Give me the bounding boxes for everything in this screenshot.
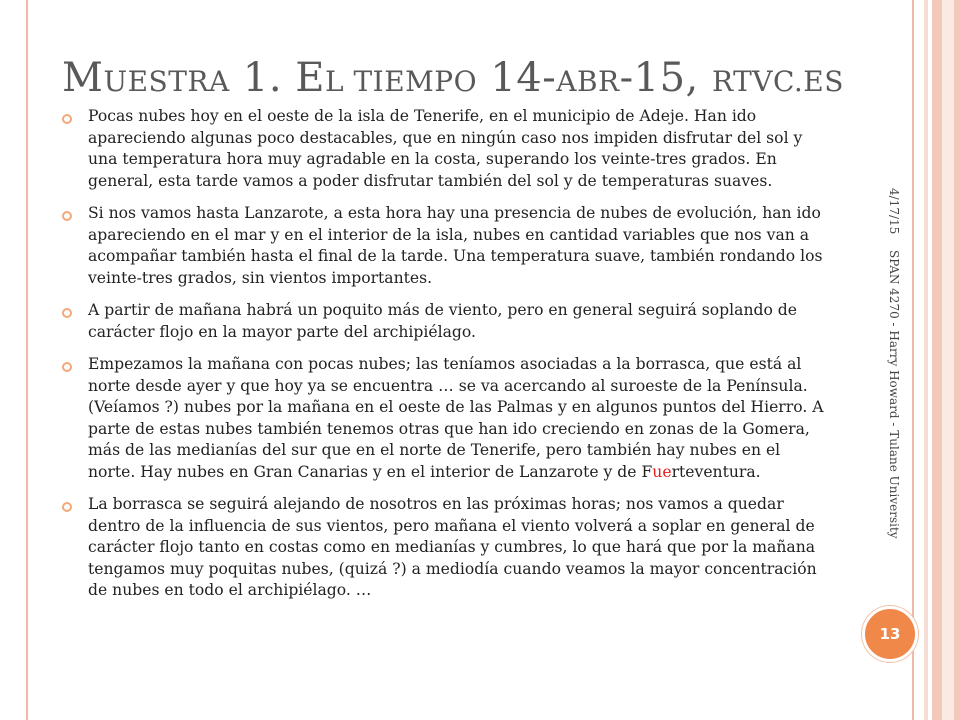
slide-title: MUESTRA 1. EL TIEMPO 14-ABR-15, RTVC.ES <box>62 55 844 101</box>
left-border-decoration <box>0 0 28 720</box>
right-border-line <box>912 0 914 720</box>
highlighted-text: ue <box>652 462 672 481</box>
bullet-text: Empezamos la mañana con pocas nubes; las teníamos asociadas a la borrasca, que está al norte desde ayer y que hoy ya se encuentra … se va acercando al suroeste de la Península. (Veíamos ?) nubes por la mañana en el oeste de las Palmas y en algunos puntos del Hierro. A parte de estas nubes también tenemos otras que han ido creciendo en zonas de la Gomera, más de las medianías del sur que en el norte de Tenerife, pero también hay nubes en el norte. Hay nubes en Gran Canarias y en el interior de Lanzarote y de Fuerteventura. <box>88 355 824 481</box>
bullet-dot-icon <box>62 308 72 318</box>
slide-footer: SPAN 4270 - Harry Howard - Tulane University <box>887 250 901 539</box>
bullet-item <box>62 203 832 289</box>
bullet-dot-icon <box>62 211 72 221</box>
right-stripe-decoration <box>920 0 960 720</box>
bullet-dot-icon <box>62 362 72 372</box>
bullet-item <box>62 494 832 602</box>
bullet-item <box>62 354 832 483</box>
bullet-dot-icon <box>62 502 72 512</box>
bullet-text: La borrasca se seguirá alejando de nosotros en las próximas horas; nos vamos a quedar dentro de la influencia de sus vientos, pero mañana el viento volverá a soplar en general de carácter flojo tanto en costas como en medianías y cumbres, lo que hará que por la mañana tengamos muy poquitas nubes, (quizá ?) a mediodía cuando veamos la mayor concentración de nubes en todo el archipiélago. … <box>88 495 817 599</box>
slide-date: 4/17/15 <box>887 188 901 235</box>
bullet-text: A partir de mañana habrá un poquito más de viento, pero en general seguirá soplando de carácter flojo en la mayor parte del archipiélago. <box>88 301 798 341</box>
bullet-dot-icon <box>62 114 72 124</box>
bullet-list <box>62 106 832 613</box>
bullet-item <box>62 300 832 343</box>
bullet-text: Si nos vamos hasta Lanzarote, a esta hora hay una presencia de nubes de evolución, han ido apareciendo en el mar y en el interior de la isla, nubes en cantidad variables que nos van a acompañar también hasta el final de la tarde. Una temperatura suave, también rondando los veinte-tres grados, sin vientos importantes. <box>88 204 823 287</box>
bullet-item <box>62 106 832 192</box>
bullet-text: Pocas nubes hoy en el oeste de la isla de Tenerife, en el municipio de Adeje. Han ido apareciendo algunas poco destacables, que en ningún caso nos impiden disfrutar del sol y una temperatura hora muy agradable en la costa, superando los veinte-tres grados. En general, esta tarde vamos a poder disfrutar también del sol y de temperaturas suaves. <box>88 107 803 190</box>
page-number-badge: 13 <box>862 606 918 662</box>
